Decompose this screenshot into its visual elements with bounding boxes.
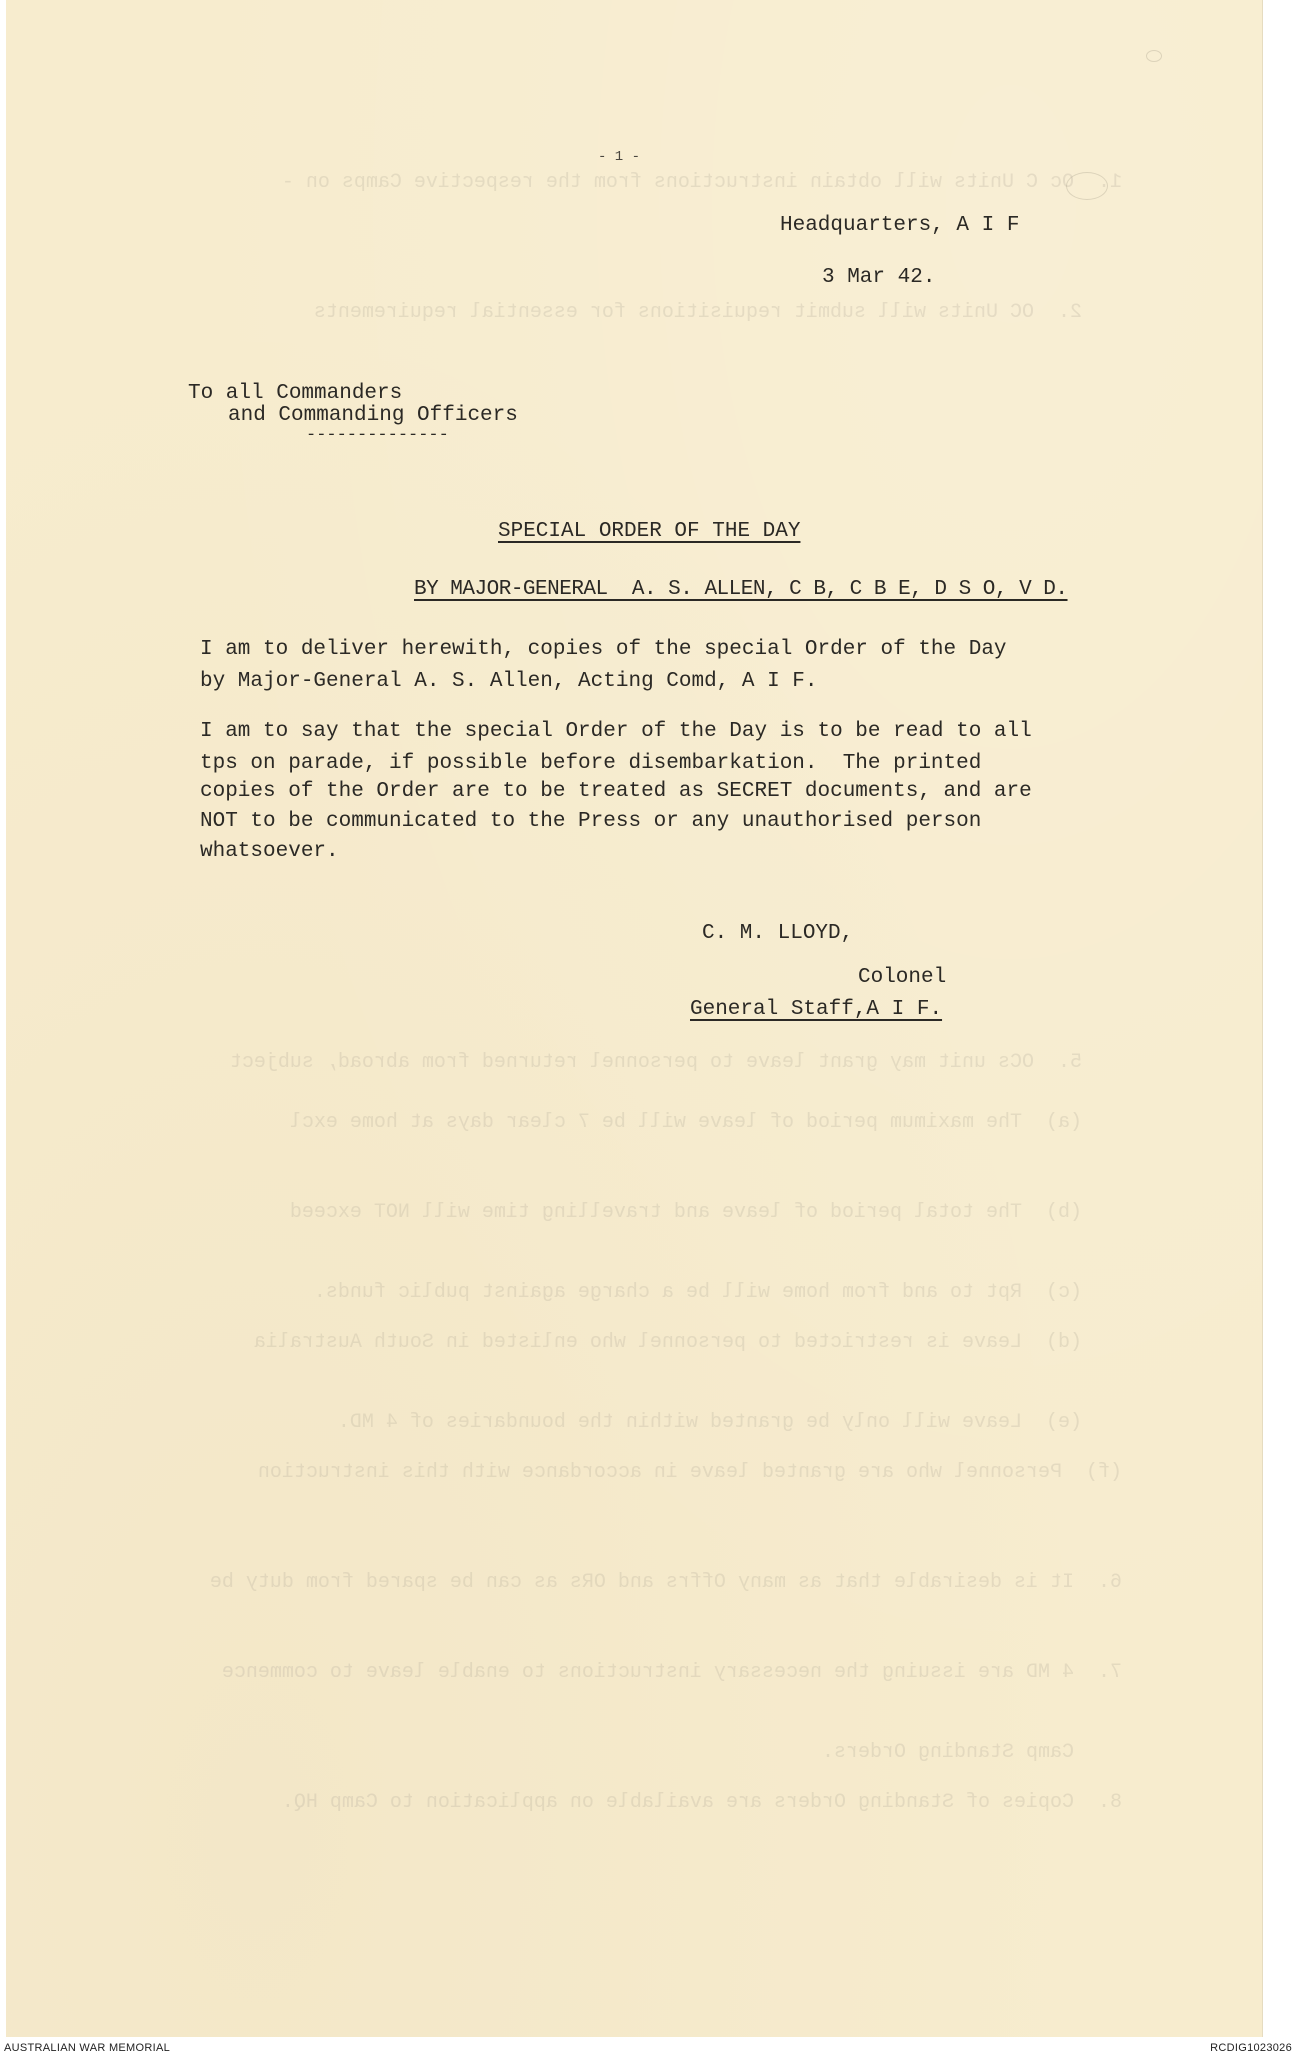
body-line: whatsoever. <box>200 840 339 863</box>
addressee-line-1: To all Commanders <box>188 382 403 405</box>
body-line: NOT to be communicated to the Press or any unauthorised person <box>200 810 982 833</box>
body-line: by Major-General A. S. Allen, Acting Comd, A I F. <box>200 670 818 693</box>
document-sheet <box>6 0 1263 2037</box>
archive-credit: AUSTRALIAN WAR MEMORIAL <box>4 2042 171 2054</box>
reverse-side-show-through: 1. Oc C Units will obtain instructions from the respective Camps on - 2. OC Units will submit requisitions for essential requirements 5. OCs unit may grant leave to personnel returned from abroad, subject (a) The maximum period of leave will be 7 clear days at home excl (b) The total period of leave and travelling time will NOT exceed (c) Rpt to and from home will be a charge against public funds. (d) Leave is restricted to personnel who enlisted in South Australia (e) Leave will only be granted within the boundaries of 4 MD. (f) Personnel who are granted leave in accordance with this instruction 6. It is desirable that as many Offrs and ORs as can be spared from duty be 7. 4 MD are issuing the necessary instructions to enable leave to commence Camp Standing Orders. 8. Copies of Standing Orders are available on application to Camp HQ. <box>209 171 1122 1814</box>
document-subtitle: BY MAJOR-GENERAL A. S. ALLEN, C B, C B E, D S O, V D. <box>414 578 1068 601</box>
document-title: SPECIAL ORDER OF THE DAY <box>498 520 801 543</box>
paper-blemish <box>1066 172 1108 200</box>
body-line: copies of the Order are to be treated as SECRET documents, and are <box>200 780 1032 803</box>
addressee-rule: -------------- <box>306 426 449 445</box>
signatory-rank: Colonel <box>858 966 947 989</box>
signatory-unit: General Staff,A I F. <box>690 998 943 1021</box>
body-line: tps on parade, if possible before disembarkation. The printed <box>200 752 982 775</box>
body-line: I am to say that the special Order of the Day is to be read to all <box>200 720 1032 743</box>
page-mark: - 1 - <box>598 149 641 165</box>
archive-reference: RCDIG1023026 <box>1210 2042 1292 2054</box>
header-date: 3 Mar 42. <box>822 266 936 289</box>
header-location: Headquarters, A I F <box>780 214 1020 237</box>
paper-blemish <box>1146 50 1162 62</box>
signatory-name: C. M. LLOYD, <box>702 922 854 945</box>
addressee-line-2: and Commanding Officers <box>228 404 518 427</box>
body-line: I am to deliver herewith, copies of the special Order of the Day <box>200 638 1007 661</box>
